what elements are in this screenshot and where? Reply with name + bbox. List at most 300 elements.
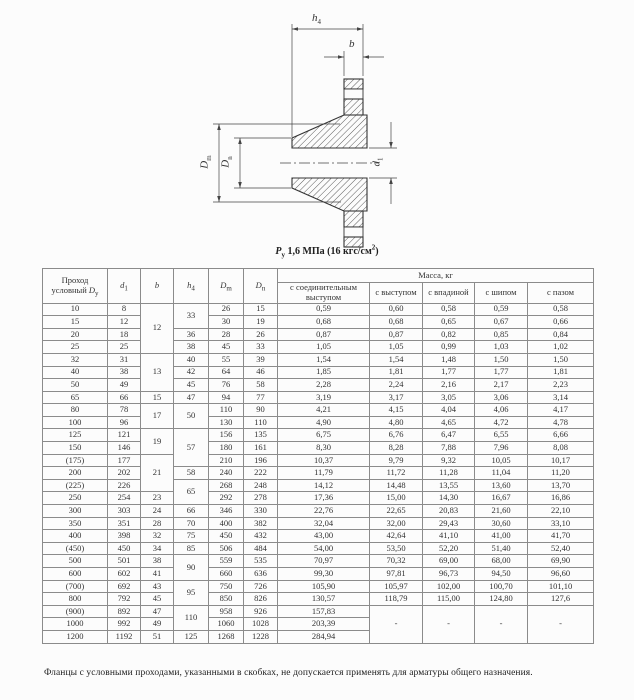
table-cell: 1192 bbox=[108, 630, 141, 643]
table-cell: 4,78 bbox=[528, 416, 594, 429]
table-cell: 110 bbox=[174, 605, 209, 630]
table-cell: 330 bbox=[244, 505, 278, 518]
table-cell: 6,66 bbox=[528, 429, 594, 442]
table-cell: 16,86 bbox=[528, 492, 594, 505]
dim-label-b: b bbox=[349, 38, 355, 50]
table-cell: 39 bbox=[244, 353, 278, 366]
table-cell: 450 bbox=[209, 530, 244, 543]
table-cell: 278 bbox=[244, 492, 278, 505]
table-row bbox=[43, 555, 594, 568]
table-cell: 17 bbox=[141, 404, 174, 429]
table-cell: 20 bbox=[43, 328, 108, 341]
table-cell: 14,12 bbox=[278, 479, 370, 492]
table-cell: 11,72 bbox=[370, 467, 423, 480]
table-cell: 450 bbox=[108, 542, 141, 555]
col-header-dy: Проход условный $D_у$ bbox=[43, 269, 108, 304]
table-cell: 1,81 bbox=[528, 366, 594, 379]
table-cell: 11,04 bbox=[475, 467, 528, 480]
table-cell: 2,23 bbox=[528, 379, 594, 392]
table-row bbox=[43, 605, 594, 618]
table-cell: 15,00 bbox=[370, 492, 423, 505]
col-header-mass-groove: с пазом bbox=[528, 283, 594, 304]
table-cell: 105,97 bbox=[370, 580, 423, 593]
table-cell: 1228 bbox=[244, 630, 278, 643]
table-cell: 85 bbox=[174, 542, 209, 555]
table-cell: 240 bbox=[209, 467, 244, 480]
table-cell: 43,00 bbox=[278, 530, 370, 543]
table-cell: 54,00 bbox=[278, 542, 370, 555]
table-cell: 0,87 bbox=[370, 328, 423, 341]
table-cell: 100 bbox=[43, 416, 108, 429]
table-cell: 3,19 bbox=[278, 391, 370, 404]
table-cell: 196 bbox=[244, 454, 278, 467]
table-cell: 200 bbox=[43, 467, 108, 480]
table-cell: 4,65 bbox=[423, 416, 475, 429]
table-cell: 135 bbox=[244, 429, 278, 442]
flange-drawing bbox=[0, 0, 634, 250]
table-cell: 118,79 bbox=[370, 593, 423, 606]
table-cell: 250 bbox=[43, 492, 108, 505]
table-cell: 432 bbox=[244, 530, 278, 543]
table-cell: 2,28 bbox=[278, 379, 370, 392]
table-cell: 49 bbox=[108, 379, 141, 392]
table-cell: 484 bbox=[244, 542, 278, 555]
table-cell: 34 bbox=[141, 542, 174, 555]
table-cell: 11,28 bbox=[423, 467, 475, 480]
table-cell: 57 bbox=[174, 429, 209, 467]
table-cell: 96,73 bbox=[423, 568, 475, 581]
table-body bbox=[43, 303, 594, 643]
table-cell: 4,15 bbox=[370, 404, 423, 417]
table-cell: 42,64 bbox=[370, 530, 423, 543]
table-cell: 14,30 bbox=[423, 492, 475, 505]
table-cell: 2,17 bbox=[475, 379, 528, 392]
col-header-dm: $D_m$ bbox=[209, 269, 244, 304]
table-cell: 38 bbox=[174, 341, 209, 354]
table-cell: 0,58 bbox=[528, 303, 594, 316]
table-cell: 69,90 bbox=[528, 555, 594, 568]
table-cell: 28 bbox=[141, 517, 174, 530]
table-cell: 125 bbox=[43, 429, 108, 442]
table-cell: 45 bbox=[174, 379, 209, 392]
table-cell: 49 bbox=[141, 618, 174, 631]
table-cell: 4,17 bbox=[528, 404, 594, 417]
table-cell: 121 bbox=[108, 429, 141, 442]
table-cell: 42 bbox=[174, 366, 209, 379]
table-cell: 11,79 bbox=[278, 467, 370, 480]
table-cell: 50 bbox=[174, 404, 209, 429]
table-cell: 1,05 bbox=[370, 341, 423, 354]
table-cell: 0,59 bbox=[278, 303, 370, 316]
table-cell: 10,37 bbox=[278, 454, 370, 467]
table-cell: 268 bbox=[209, 479, 244, 492]
table-cell: 1,50 bbox=[528, 353, 594, 366]
table-cell: 161 bbox=[244, 442, 278, 455]
table-cell: 24 bbox=[141, 505, 174, 518]
table-cell: 1,50 bbox=[475, 353, 528, 366]
table-cell: 0,82 bbox=[423, 328, 475, 341]
table-cell: - bbox=[423, 605, 475, 643]
table-cell: 76 bbox=[209, 379, 244, 392]
table-cell: 210 bbox=[209, 454, 244, 467]
table-cell: 115,00 bbox=[423, 593, 475, 606]
table-cell: 1028 bbox=[244, 618, 278, 631]
table-row bbox=[43, 366, 594, 379]
table-cell: 28 bbox=[209, 328, 244, 341]
table-cell: 292 bbox=[209, 492, 244, 505]
table-cell: 41 bbox=[141, 568, 174, 581]
table-cell: 96,60 bbox=[528, 568, 594, 581]
table-row bbox=[43, 568, 594, 581]
table-cell: 7,96 bbox=[475, 442, 528, 455]
table-cell: 0,67 bbox=[475, 316, 528, 329]
table-cell: 535 bbox=[244, 555, 278, 568]
table-cell: 19 bbox=[244, 316, 278, 329]
table-row bbox=[43, 404, 594, 417]
table-cell: 284,94 bbox=[278, 630, 370, 643]
table-cell: 30,60 bbox=[475, 517, 528, 530]
flange-section-svg bbox=[170, 0, 490, 260]
table-cell: 792 bbox=[108, 593, 141, 606]
table-cell: 13 bbox=[141, 353, 174, 391]
table-cell: 156 bbox=[209, 429, 244, 442]
table-cell: 8,28 bbox=[370, 442, 423, 455]
table-cell: 602 bbox=[108, 568, 141, 581]
table-cell: 11,20 bbox=[528, 467, 594, 480]
table-cell: 58 bbox=[244, 379, 278, 392]
table-cell: 800 bbox=[43, 593, 108, 606]
table-cell: 26 bbox=[209, 303, 244, 316]
table-cell: 13,60 bbox=[475, 479, 528, 492]
table-cell: 70,32 bbox=[370, 555, 423, 568]
table-cell: 1,77 bbox=[423, 366, 475, 379]
table-cell: 346 bbox=[209, 505, 244, 518]
table-cell: 95 bbox=[174, 580, 209, 605]
table-cell: 6,76 bbox=[370, 429, 423, 442]
table-cell: 47 bbox=[174, 391, 209, 404]
col-header-b: b bbox=[141, 269, 174, 304]
col-header-h4: $h_4$ bbox=[174, 269, 209, 304]
table-row bbox=[43, 530, 594, 543]
table-cell: 382 bbox=[244, 517, 278, 530]
table-cell: 55 bbox=[209, 353, 244, 366]
table-cell: 10,05 bbox=[475, 454, 528, 467]
table-cell: (225) bbox=[43, 479, 108, 492]
table-cell: 1,54 bbox=[278, 353, 370, 366]
table-cell: 177 bbox=[108, 454, 141, 467]
table-cell: 660 bbox=[209, 568, 244, 581]
pressure-caption: $P_у$ 1,6 МПа (16 кгс/$см^2$) bbox=[275, 243, 379, 259]
table-cell: 692 bbox=[108, 580, 141, 593]
col-header-mass-tenon: с шипом bbox=[475, 283, 528, 304]
table-row bbox=[43, 442, 594, 455]
table-cell: 3,06 bbox=[475, 391, 528, 404]
col-header-mass-joint: с соединительным выступом bbox=[278, 283, 370, 304]
table-row bbox=[43, 328, 594, 341]
table-cell: 9,32 bbox=[423, 454, 475, 467]
table-cell: 22,76 bbox=[278, 505, 370, 518]
table-cell: 13,55 bbox=[423, 479, 475, 492]
table-cell: 65 bbox=[174, 479, 209, 504]
table-cell: 400 bbox=[43, 530, 108, 543]
table-row bbox=[43, 416, 594, 429]
table-cell: 7,88 bbox=[423, 442, 475, 455]
table-cell: 501 bbox=[108, 555, 141, 568]
table-cell: 1,48 bbox=[423, 353, 475, 366]
table-row bbox=[43, 303, 594, 316]
table-cell: 66 bbox=[108, 391, 141, 404]
table-cell: 124,80 bbox=[475, 593, 528, 606]
table-cell: 102,00 bbox=[423, 580, 475, 593]
table-cell: 1,85 bbox=[278, 366, 370, 379]
table-cell: 14,48 bbox=[370, 479, 423, 492]
table-cell: 64 bbox=[209, 366, 244, 379]
dim-label-dn: $D_n$ bbox=[219, 156, 234, 168]
table-cell: 23 bbox=[141, 492, 174, 505]
table-cell: 9,79 bbox=[370, 454, 423, 467]
table-cell: 45 bbox=[209, 341, 244, 354]
col-header-mass-recess: с впадиной bbox=[423, 283, 475, 304]
table-cell: 40 bbox=[43, 366, 108, 379]
dim-label-dm: $D_m$ bbox=[198, 155, 213, 169]
table-cell: 19 bbox=[141, 429, 174, 454]
table-row bbox=[43, 593, 594, 606]
table-cell: 94,50 bbox=[475, 568, 528, 581]
table-cell: 146 bbox=[108, 442, 141, 455]
table-cell: 958 bbox=[209, 605, 244, 618]
table-cell: 892 bbox=[108, 605, 141, 618]
table-cell: 78 bbox=[108, 404, 141, 417]
table-cell: 303 bbox=[108, 505, 141, 518]
table-cell: 1,02 bbox=[528, 341, 594, 354]
table-row bbox=[43, 580, 594, 593]
table-cell: 96 bbox=[108, 416, 141, 429]
table-cell: 4,21 bbox=[278, 404, 370, 417]
table-cell: 0,68 bbox=[370, 316, 423, 329]
table-cell: 6,55 bbox=[475, 429, 528, 442]
table-cell: 33 bbox=[174, 303, 209, 328]
table-cell: 1,05 bbox=[278, 341, 370, 354]
table-row bbox=[43, 353, 594, 366]
table-cell: 636 bbox=[244, 568, 278, 581]
table-cell: 29,43 bbox=[423, 517, 475, 530]
table-cell: 0,59 bbox=[475, 303, 528, 316]
table-cell: 750 bbox=[209, 580, 244, 593]
table-cell: 51,40 bbox=[475, 542, 528, 555]
table-row bbox=[43, 505, 594, 518]
table-cell: 254 bbox=[108, 492, 141, 505]
table-cell: 0,84 bbox=[528, 328, 594, 341]
table-cell: 51 bbox=[141, 630, 174, 643]
table-cell: 8,30 bbox=[278, 442, 370, 455]
table-cell: 2,16 bbox=[423, 379, 475, 392]
table-cell: 248 bbox=[244, 479, 278, 492]
col-header-dn: $D_n$ bbox=[244, 269, 278, 304]
table-cell: 75 bbox=[174, 530, 209, 543]
table-cell: 32,00 bbox=[370, 517, 423, 530]
table-cell: 130,57 bbox=[278, 593, 370, 606]
table-cell: 43 bbox=[141, 580, 174, 593]
table-cell: 33,10 bbox=[528, 517, 594, 530]
table-cell: 38 bbox=[108, 366, 141, 379]
table-cell: 992 bbox=[108, 618, 141, 631]
table-cell: 41,10 bbox=[423, 530, 475, 543]
table-cell: 36 bbox=[174, 328, 209, 341]
table-cell: 600 bbox=[43, 568, 108, 581]
table-cell: 850 bbox=[209, 593, 244, 606]
table-cell: 0,87 bbox=[278, 328, 370, 341]
table-cell: - bbox=[528, 605, 594, 643]
table-cell: 31 bbox=[108, 353, 141, 366]
table-cell: 46 bbox=[244, 366, 278, 379]
table-row bbox=[43, 467, 594, 480]
table-cell: 1,54 bbox=[370, 353, 423, 366]
header-row-1 bbox=[43, 269, 594, 283]
table-cell: 3,14 bbox=[528, 391, 594, 404]
table-cell: 33 bbox=[244, 341, 278, 354]
table-cell: 45 bbox=[141, 593, 174, 606]
table-cell: (700) bbox=[43, 580, 108, 593]
table-cell: 30 bbox=[209, 316, 244, 329]
table-cell: 4,80 bbox=[370, 416, 423, 429]
table-cell: 4,90 bbox=[278, 416, 370, 429]
table-cell: 68,00 bbox=[475, 555, 528, 568]
table-cell: 15 bbox=[43, 316, 108, 329]
table-cell: 8,08 bbox=[528, 442, 594, 455]
table-cell: - bbox=[475, 605, 528, 643]
table-cell: 0,99 bbox=[423, 341, 475, 354]
table-cell: 12 bbox=[141, 303, 174, 353]
table-cell: 25 bbox=[108, 341, 141, 354]
table-cell: 10,17 bbox=[528, 454, 594, 467]
table-cell: 99,30 bbox=[278, 568, 370, 581]
table-row bbox=[43, 379, 594, 392]
table-cell: 21,60 bbox=[475, 505, 528, 518]
table-cell: 41,00 bbox=[475, 530, 528, 543]
table-cell: 180 bbox=[209, 442, 244, 455]
table-cell: (175) bbox=[43, 454, 108, 467]
table-cell: 300 bbox=[43, 505, 108, 518]
table-cell: 1000 bbox=[43, 618, 108, 631]
table-cell: 4,72 bbox=[475, 416, 528, 429]
table-cell: 110 bbox=[244, 416, 278, 429]
table-cell: 53,50 bbox=[370, 542, 423, 555]
table-row bbox=[43, 341, 594, 354]
col-header-d1: $d_1$ bbox=[108, 269, 141, 304]
table-cell: 6,75 bbox=[278, 429, 370, 442]
table-cell: 32,04 bbox=[278, 517, 370, 530]
table-cell: 1,03 bbox=[475, 341, 528, 354]
table-cell: 40 bbox=[174, 353, 209, 366]
table-cell: 17,36 bbox=[278, 492, 370, 505]
table-cell: 52,40 bbox=[528, 542, 594, 555]
table-cell: 32 bbox=[141, 530, 174, 543]
table-cell: 350 bbox=[43, 517, 108, 530]
table-row bbox=[43, 391, 594, 404]
table-cell: 94 bbox=[209, 391, 244, 404]
table-cell: 0,65 bbox=[423, 316, 475, 329]
table-cell: 50 bbox=[43, 379, 108, 392]
table-cell: 77 bbox=[244, 391, 278, 404]
flange-dimensions-table bbox=[42, 268, 594, 644]
table-cell: 3,05 bbox=[423, 391, 475, 404]
table-cell: 2,24 bbox=[370, 379, 423, 392]
table-cell: 559 bbox=[209, 555, 244, 568]
table-row bbox=[43, 517, 594, 530]
table-row bbox=[43, 454, 594, 467]
table-cell: 130 bbox=[209, 416, 244, 429]
table-row bbox=[43, 479, 594, 492]
table-cell: 500 bbox=[43, 555, 108, 568]
table-cell: 16,67 bbox=[475, 492, 528, 505]
table-cell: 6,47 bbox=[423, 429, 475, 442]
table-cell: 125 bbox=[174, 630, 209, 643]
table-cell: 70,97 bbox=[278, 555, 370, 568]
table-cell: 0,85 bbox=[475, 328, 528, 341]
table-cell: 25 bbox=[43, 341, 108, 354]
table-cell: 202 bbox=[108, 467, 141, 480]
table-cell: 101,10 bbox=[528, 580, 594, 593]
table-cell: 926 bbox=[244, 605, 278, 618]
table-cell: 222 bbox=[244, 467, 278, 480]
table-cell: 226 bbox=[108, 479, 141, 492]
table-cell: 400 bbox=[209, 517, 244, 530]
table-cell: 0,66 bbox=[528, 316, 594, 329]
table-cell: 127,6 bbox=[528, 593, 594, 606]
table-cell: 110 bbox=[209, 404, 244, 417]
table-cell: 15 bbox=[244, 303, 278, 316]
table-cell: - bbox=[370, 605, 423, 643]
table-cell: 1,81 bbox=[370, 366, 423, 379]
table-cell: 20,83 bbox=[423, 505, 475, 518]
table-cell: 1200 bbox=[43, 630, 108, 643]
table-cell: 1060 bbox=[209, 618, 244, 631]
table-cell: 12 bbox=[108, 316, 141, 329]
table-cell: 80 bbox=[43, 404, 108, 417]
table-cell: 52,20 bbox=[423, 542, 475, 555]
table-cell: 0,58 bbox=[423, 303, 475, 316]
table-cell: 826 bbox=[244, 593, 278, 606]
table-cell: 100,70 bbox=[475, 580, 528, 593]
table-cell: 38 bbox=[141, 555, 174, 568]
table-cell: 4,04 bbox=[423, 404, 475, 417]
table-cell: 32 bbox=[43, 353, 108, 366]
table-cell: 1,77 bbox=[475, 366, 528, 379]
table-cell: 0,60 bbox=[370, 303, 423, 316]
table-cell: 90 bbox=[174, 555, 209, 580]
table-cell: 15 bbox=[141, 391, 174, 404]
table-cell: 398 bbox=[108, 530, 141, 543]
table-row bbox=[43, 429, 594, 442]
table-cell: 157,83 bbox=[278, 605, 370, 618]
table-cell: 69,00 bbox=[423, 555, 475, 568]
table-cell: (900) bbox=[43, 605, 108, 618]
table-cell: 22,65 bbox=[370, 505, 423, 518]
table-cell: 1268 bbox=[209, 630, 244, 643]
table-cell: 21 bbox=[141, 454, 174, 492]
dim-label-d1: $d_1$ bbox=[370, 157, 385, 167]
table-cell: 105,90 bbox=[278, 580, 370, 593]
table-cell: 726 bbox=[244, 580, 278, 593]
col-group-mass: Масса, кг bbox=[278, 269, 594, 283]
table-cell: (450) bbox=[43, 542, 108, 555]
table-row bbox=[43, 492, 594, 505]
table-cell: 0,68 bbox=[278, 316, 370, 329]
table-cell: 150 bbox=[43, 442, 108, 455]
table-cell: 26 bbox=[244, 328, 278, 341]
table-cell: 203,39 bbox=[278, 618, 370, 631]
table-cell: 8 bbox=[108, 303, 141, 316]
